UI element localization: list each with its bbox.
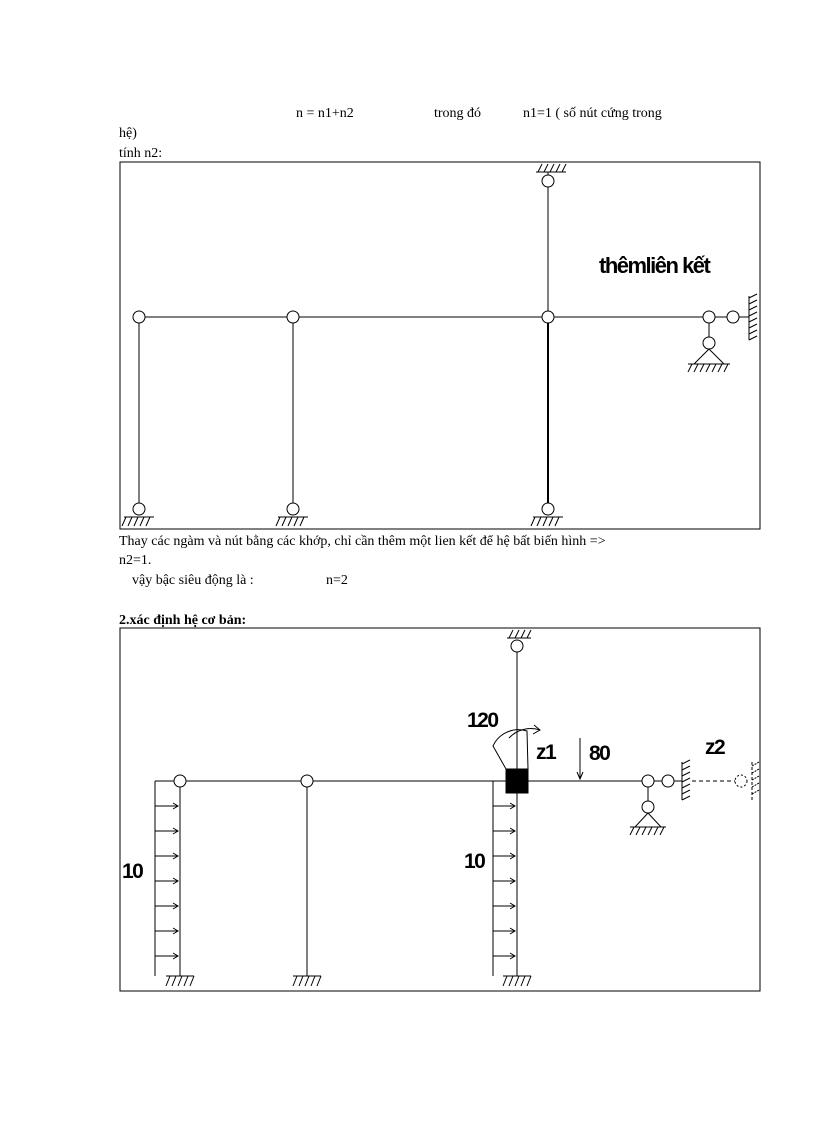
n1-definition-continued: hệ) bbox=[119, 126, 137, 141]
in-which-text: trong đó bbox=[434, 106, 482, 121]
degree-label: vậy bậc siêu động là : bbox=[132, 573, 254, 588]
added-link-annotation: thêmliên kết bbox=[599, 253, 710, 278]
right-load-label: 10 bbox=[464, 850, 485, 873]
point-load-label: 80 bbox=[589, 742, 610, 765]
z1-label: z1 bbox=[536, 741, 556, 764]
section-title: 2.xác định hệ cơ bản: bbox=[119, 613, 247, 628]
z2-label: z2 bbox=[705, 736, 725, 759]
n1-definition: n1=1 ( số nút cứng trong bbox=[523, 106, 662, 121]
degree-value: n=2 bbox=[326, 573, 348, 588]
moment-label: 120 bbox=[467, 709, 498, 732]
compute-n2-label: tính n2: bbox=[119, 146, 163, 161]
formula-text: n = n1+n2 bbox=[296, 106, 354, 121]
replace-note: Thay các ngàm và nút bằng các khớp, chỉ cần thêm một lien kết để hệ bất biến hình => bbox=[119, 534, 606, 549]
n2-value: n2=1. bbox=[119, 553, 152, 568]
left-load-label: 10 bbox=[122, 860, 143, 883]
